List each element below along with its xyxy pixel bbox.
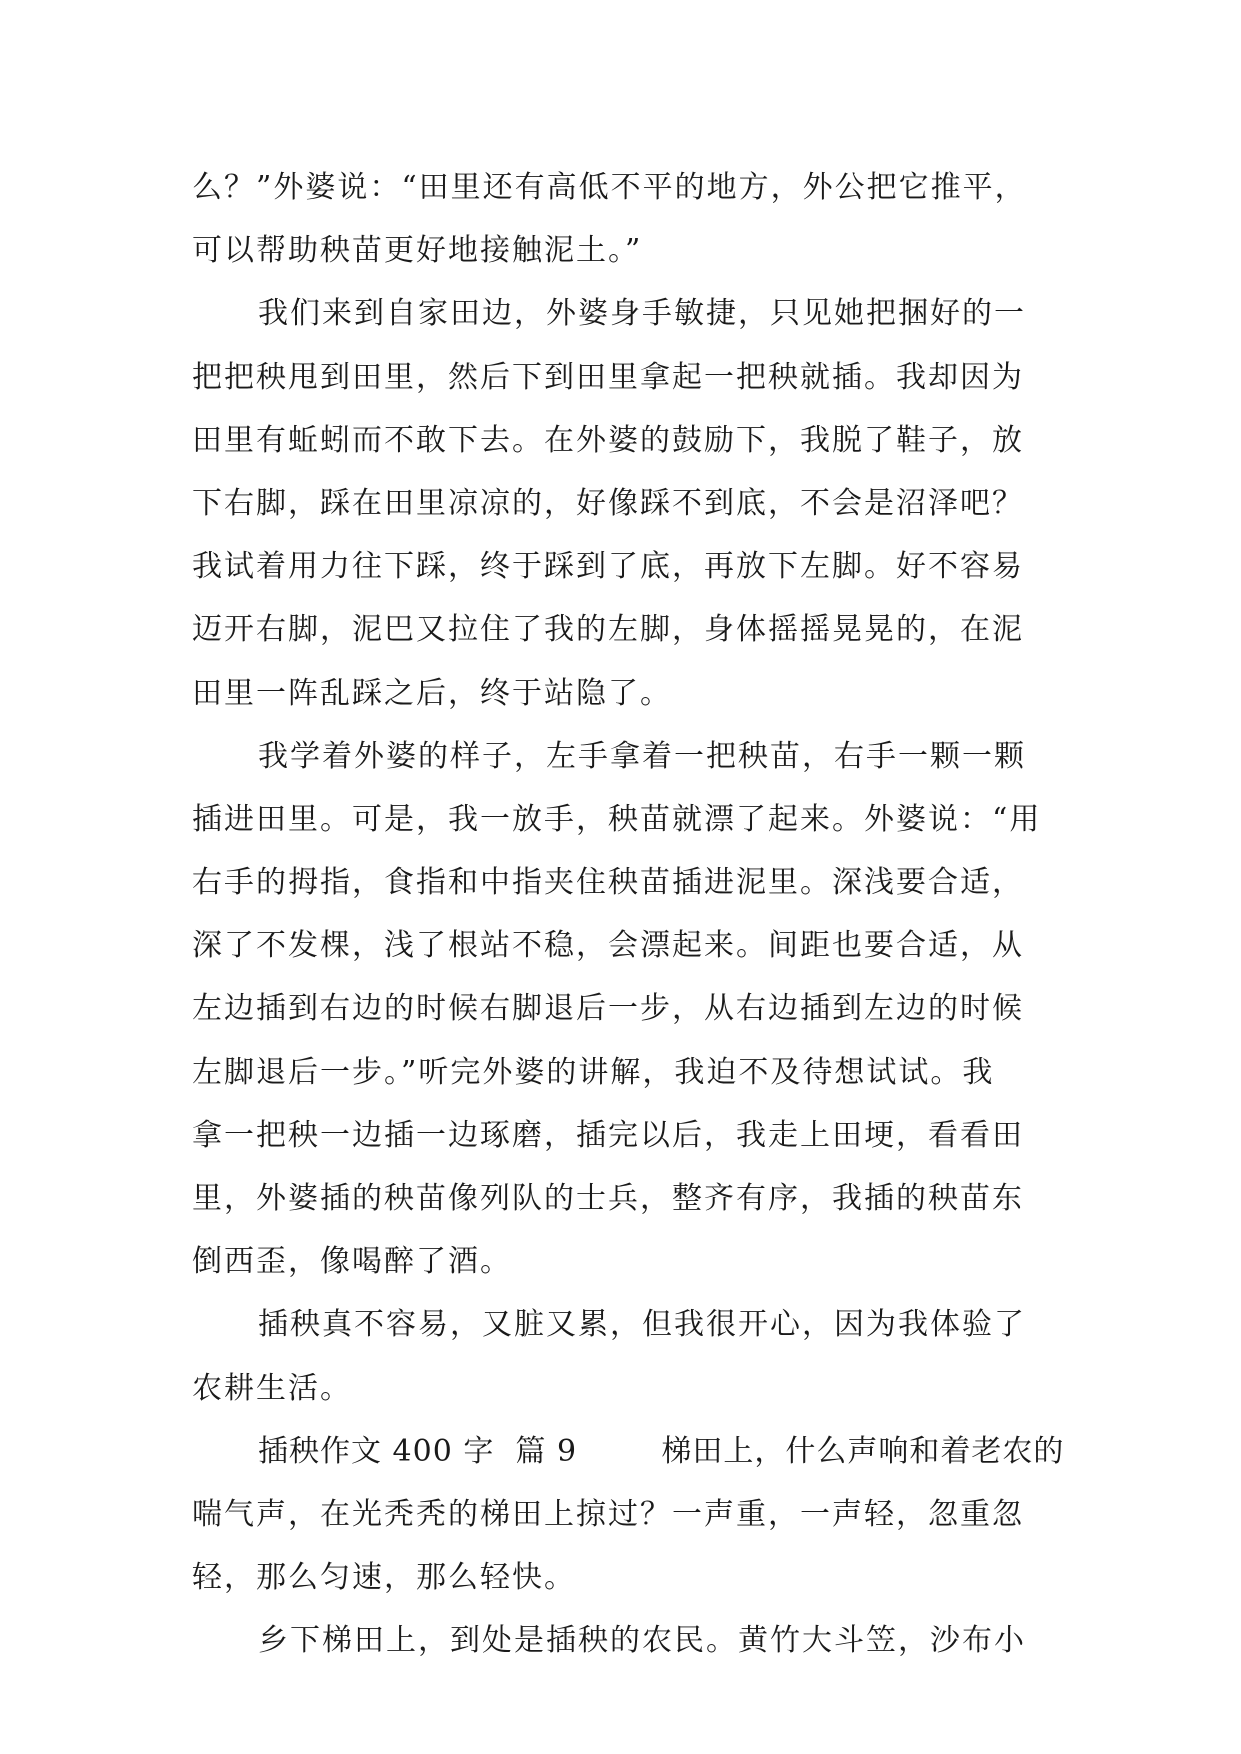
text-line: 田里一阵乱踩之后，终于站隐了。	[192, 675, 672, 711]
text-line: 里，外婆插的秧苗像列队的士兵，整齐有序，我插的秧苗东	[192, 1181, 1024, 1216]
text-line: 下右脚，踩在田里凉凉的，好像踩不到底，不会是沼泽吧？	[192, 485, 1024, 521]
text-line: 左边插到右边的时候右脚退后一步，从右边插到左边的时候	[192, 991, 1024, 1027]
essay-body	[192, 156, 1072, 1673]
paragraph-start-line: 插秧真不容易，又脏又累，但我很开心，因为我体验了	[258, 1307, 1026, 1343]
text-line: 喘气声，在光秃秃的梯田上掠过？一声重，一声轻，忽重忽	[192, 1496, 1024, 1532]
text-line: 深了不发棵，浅了根站不稳，会漂起来。间距也要合适，从	[192, 928, 1024, 964]
text-line: 农耕生活。	[192, 1370, 352, 1406]
text-line: 插进田里。可是，我一放手，秧苗就漂了起来。外婆说：“用	[192, 801, 1042, 837]
paragraph-start-line: 我学着外婆的样子，左手拿着一把秧苗，右手一颗一颗	[258, 738, 1026, 774]
text-line: 把把秧甩到田里，然后下到田里拿起一把秧就插。我却因为	[192, 359, 1024, 395]
text-line: 迈开右脚，泥巴又拉住了我的左脚，身体摇摇晃晃的，在泥	[192, 612, 1024, 648]
paragraph-start-line: 我们来到自家田边，外婆身手敏捷，只见她把捆好的一	[258, 296, 1026, 332]
text-line: 田里有蚯蚓而不敢下去。在外婆的鼓励下，我脱了鞋子，放	[192, 422, 1024, 458]
text-line: 我试着用力往下踩，终于踩到了底，再放下左脚。好不容易	[192, 549, 1024, 585]
text-line: 可以帮助秧苗更好地接触泥土。”	[192, 233, 643, 269]
text-line: 么？”外婆说：“田里还有高低不平的地方，外公把它推平，	[192, 170, 1027, 205]
text-line: 轻，那么匀速，那么轻快。	[192, 1560, 576, 1596]
paragraph-start-line: 乡下梯田上，到处是插秧的农民。黄竹大斗笠，沙布小	[258, 1623, 1026, 1659]
section-heading-line: 插秧作文 400 字 篇 9 梯田上，什么声响和着老农的	[258, 1433, 1065, 1469]
text-line: 拿一把秧一边插一边琢磨，插完以后，我走上田埂，看看田	[192, 1117, 1024, 1153]
text-line: 左脚退后一步。”听完外婆的讲解，我迫不及待想试试。我	[192, 1054, 995, 1090]
text-line: 倒西歪，像喝醉了酒。	[192, 1244, 512, 1280]
text-line: 右手的拇指，食指和中指夹住秧苗插进泥里。深浅要合适，	[192, 865, 1024, 901]
